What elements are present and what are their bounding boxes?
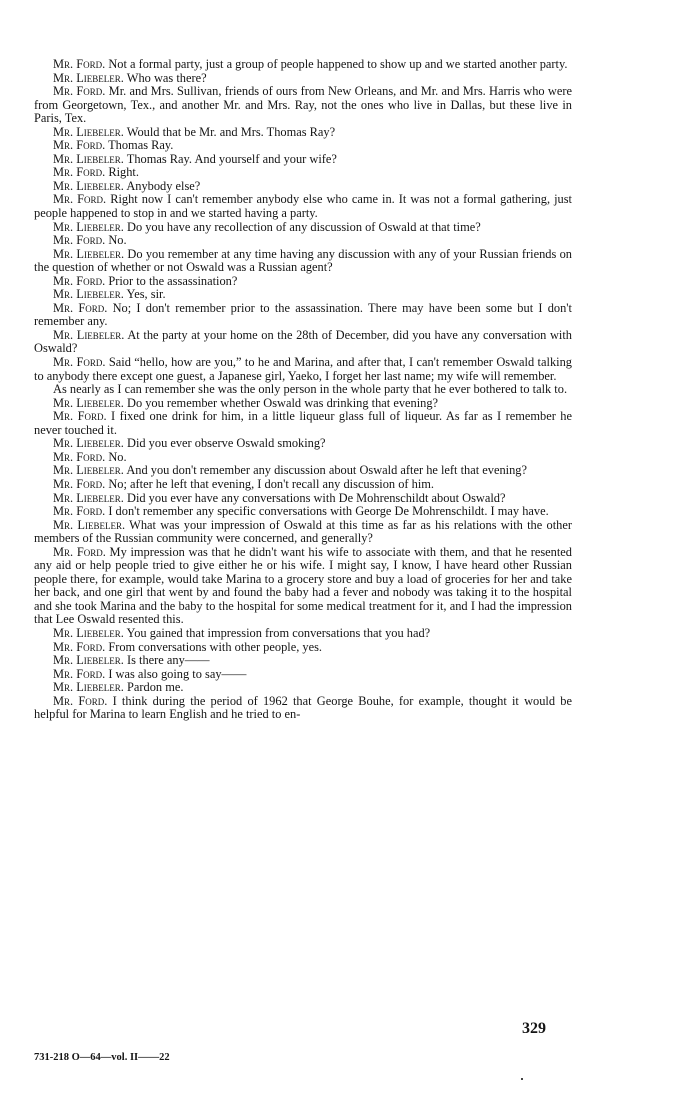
speech-text: No. [108, 449, 127, 464]
speaker-name: Mr. Ford. [53, 355, 106, 370]
speaker-name: Mr. Ford. [53, 476, 106, 491]
testimony-line [34, 505, 572, 519]
speaker-name: Mr. Liebeler. [53, 178, 124, 193]
speaker-name: Mr. Ford. [53, 84, 106, 99]
speaker-name: Mr. Ford. [53, 504, 106, 519]
speaker-name: Mr. Liebeler. [53, 287, 124, 302]
testimony-line [34, 451, 572, 465]
testimony-line [34, 437, 572, 451]
speaker-name: Mr. Liebeler. [53, 151, 124, 166]
testimony-line [34, 654, 572, 668]
speaker-name: Mr. Ford. [53, 57, 106, 71]
speech-text: No; after he left that evening, I don't recall any discussion of him. [108, 476, 434, 491]
speaker-name: Mr. Liebeler. [53, 246, 125, 261]
testimony-line [34, 153, 572, 167]
speech-text: No; I don't remember prior to the assassination. There may have been some but I don't remember any. [34, 300, 572, 329]
testimony-line [34, 180, 572, 194]
speech-text: I think during the period of 1962 that George Bouhe, for example, thought it would be helpful for Marina to learn English and he tried to en- [34, 693, 572, 722]
speaker-name: Mr. Liebeler. [53, 625, 124, 640]
speech-text: Do you remember whether Oswald was drinking that evening? [127, 395, 439, 410]
page-number: 329 [522, 1020, 546, 1037]
speaker-name: Mr. Liebeler. [53, 463, 124, 478]
speech-text: As nearly as I can remember she was the only person in the whole party that he ever bothered to talk to. [53, 382, 568, 397]
speech-text: Did you ever observe Oswald smoking? [127, 436, 326, 451]
speaker-name: Mr. Ford. [53, 233, 106, 248]
speaker-name: Mr. Ford. [53, 639, 106, 654]
testimony-line [34, 668, 572, 682]
speech-text: Right now I can't remember anybody else who came in. It was not a formal gathering, just people happened to stop in and we started having a party. [34, 192, 572, 221]
speech-text: I was also going to say—— [108, 666, 247, 681]
testimony-line [34, 397, 572, 411]
speech-text: My impression was that he didn't want his wife to associate with them, and that he resented any aid or help people tried to give either he or his wife. I might say, I know, I have heard other Russian people there, for example, would take Marina to a grocery store and buy a load of groceries for her and take her back, and one girl that went by and found the baby had a fever and nobody was taking it to the hospital and she took Marina and the baby to the hospital for some medical treatment for it, and I had the impression that Lee Oswald resented this. [34, 544, 572, 627]
testimony-body [34, 58, 572, 722]
testimony-line [34, 302, 572, 329]
testimony-line [34, 478, 572, 492]
testimony-line [34, 356, 572, 383]
speech-text: No. [108, 233, 127, 248]
print-speck [521, 1078, 523, 1080]
speech-text: Mr. and Mrs. Sullivan, friends of ours from New Orleans, and Mr. and Mrs. Harris who were from Georgetown, Tex., and another Mr. and Mrs. Ray, not the ones who live in Dallas, but these live in Paris, Tex. [34, 84, 572, 126]
speaker-name: Mr. Ford. [53, 409, 107, 424]
speech-text: I fixed one drink for him, in a little liqueur glass full of liqueur. As far as I remember he never touched it. [34, 409, 572, 437]
speaker-name: Mr. Liebeler. [53, 653, 124, 668]
testimony-line [34, 126, 572, 140]
speaker-name: Mr. Liebeler. [53, 219, 124, 234]
speech-text: Do you remember at any time having any discussion with any of your Russian friends on the question of whether or not Oswald was a Russian agent? [34, 246, 572, 275]
speaker-name: Mr. Liebeler. [53, 680, 124, 695]
testimony-line [34, 492, 572, 506]
testimony-line [34, 193, 572, 220]
speaker-name: Mr. Ford. [53, 273, 106, 288]
testimony-line [34, 546, 572, 627]
speech-text: Not a formal party, just a group of people happened to show up and we started another party. [108, 57, 568, 71]
speech-text: Who was there? [126, 70, 207, 85]
speech-text: At the party at your home on the 28th of December, did you have any conversation with Oswald? [34, 327, 572, 356]
speech-text: I don't remember any specific conversations with George De Mohrenschildt. I may have. [108, 504, 549, 519]
testimony-line [34, 681, 572, 695]
speech-text: Is there any—— [127, 653, 210, 668]
speaker-name: Mr. Liebeler. [53, 327, 125, 342]
speaker-name: Mr. Liebeler. [53, 124, 124, 139]
speech-text: Yes, sir. [126, 287, 166, 302]
speech-text: What was your impression of Oswald at this time as far as his relations with the other members of the Russian community were concerned, and generally? [34, 517, 572, 546]
speech-text: And you don't remember any discussion about Oswald after he left that evening? [126, 463, 527, 478]
speech-text: Said “hello, how are you,” to he and Marina, and after that, I can't remember Oswald talking to anybody there except one guest, a Japanese girl, Yaeko, I forget her last name; my wife will remember. [34, 355, 572, 383]
testimony-line [34, 139, 572, 153]
testimony-line [34, 166, 572, 180]
speaker-name: Mr. Ford. [53, 165, 106, 180]
speaker-name: Mr. Liebeler. [53, 490, 124, 505]
speech-text: Did you ever have any conversations with De Mohrenschildt about Oswald? [127, 490, 506, 505]
testimony-line [34, 85, 572, 126]
testimony-line [34, 641, 572, 655]
testimony-line [34, 72, 572, 86]
speech-text: Would that be Mr. and Mrs. Thomas Ray? [126, 124, 336, 139]
print-footer: 731-218 O—64—vol. II——22 [34, 1052, 170, 1063]
speaker-name: Mr. Ford. [53, 300, 108, 315]
speech-text: Pardon me. [127, 680, 184, 695]
testimony-line [34, 519, 572, 546]
speech-text: You gained that impression from conversations that you had? [126, 625, 431, 640]
testimony-line [34, 329, 572, 356]
testimony-line [34, 248, 572, 275]
speech-text: Thomas Ray. [108, 138, 174, 153]
testimony-line [34, 234, 572, 248]
testimony-line [34, 410, 572, 437]
testimony-line [34, 627, 572, 641]
speech-text: Thomas Ray. And yourself and your wife? [126, 151, 337, 166]
speaker-name: Mr. Ford. [53, 544, 106, 559]
speaker-name: Mr. Ford. [53, 693, 108, 708]
speaker-name: Mr. Ford. [53, 449, 106, 464]
testimony-line [34, 275, 572, 289]
testimony-line [34, 221, 572, 235]
testimony-line [34, 383, 572, 397]
speaker-name: Mr. Ford. [53, 666, 106, 681]
speaker-name: Mr. Liebeler. [53, 395, 124, 410]
speaker-name: Mr. Liebeler. [53, 70, 124, 85]
speaker-name: Mr. Ford. [53, 138, 106, 153]
speech-text: Prior to the assassination? [108, 273, 238, 288]
speaker-name: Mr. Ford. [53, 192, 107, 207]
testimony-line [34, 464, 572, 478]
speech-text: Right. [108, 165, 139, 180]
testimony-line [34, 695, 572, 722]
testimony-line [34, 58, 572, 72]
speech-text: From conversations with other people, yes. [108, 639, 323, 654]
speech-text: Anybody else? [126, 178, 201, 193]
testimony-line [34, 288, 572, 302]
speech-text: Do you have any recollection of any discussion of Oswald at that time? [127, 219, 481, 234]
speaker-name: Mr. Liebeler. [53, 517, 126, 532]
speaker-name: Mr. Liebeler. [53, 436, 124, 451]
